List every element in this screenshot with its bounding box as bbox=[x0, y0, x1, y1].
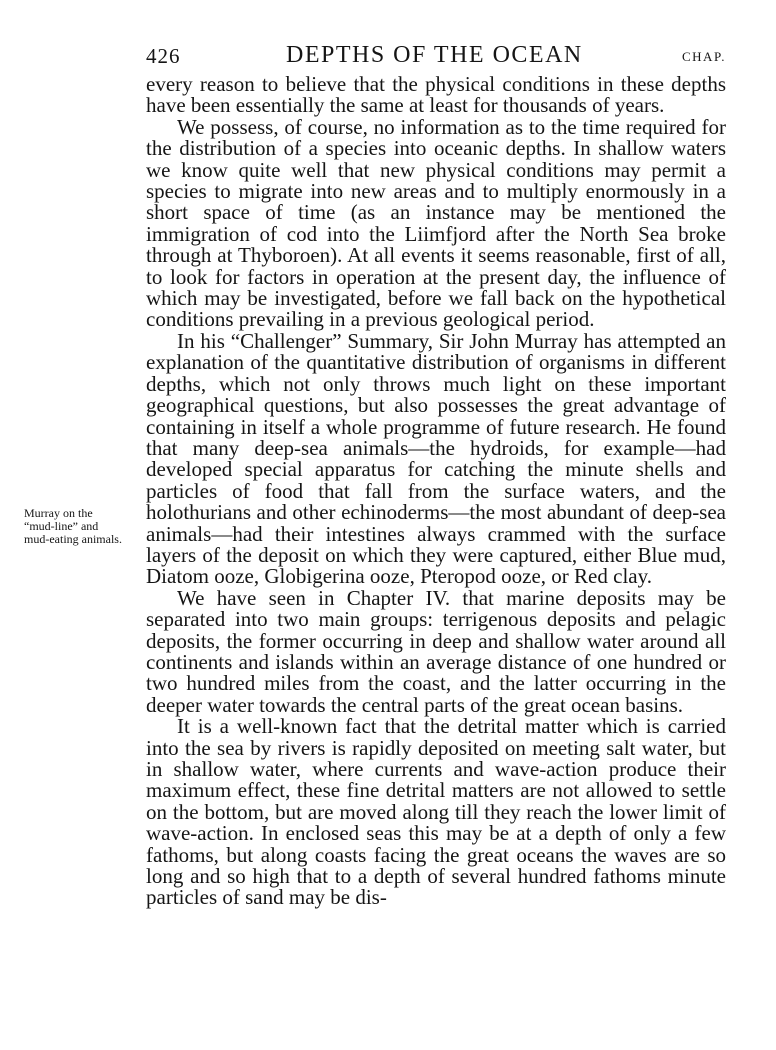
paragraph: We possess, of course, no information as to the time required for the distribution of a species into oceanic depths. In shallow waters we know quite well that new physical conditions may permit a species to migrate into new areas and to multiply enormously in a short space of time (as an instance may be mentioned the immigration of cod into the Liimfjord after the North Sea broke through at Thyboroen). At all events it seems reasonable, first of all, to look for factors in operation at the present day, the influence of which may be investigated, before we fall back on the hypothetical conditions prevailing in a previous geological period. bbox=[146, 114, 726, 332]
paragraph: every reason to believe that the physical conditions in these depths have been essentially the same at least for thousands of years. bbox=[146, 72, 726, 118]
running-title: DEPTHS OF THE OCEAN bbox=[286, 42, 583, 68]
running-header bbox=[146, 40, 726, 72]
paragraph: In his “Challenger” Summary, Sir John Murray has attempted an explanation of the quantitative distribution of organisms in different depths, which not only throws much light on these important geographical questions, but also possesses the great advantage of containing in itself a whole programme of future research. He found that many deep-sea animals—the hydroids, for example—had developed special apparatus for catching the minute shells and particles of food that fall from the surface waters, and the holothurians and other echinoderms—the most abundant of deep-sea animals—had their intestines always crammed with the surface layers of the deposit on which they were captured, either Blue mud, Diatom ooze, Globigerina ooze, Pteropod ooze, or Red clay. bbox=[146, 328, 726, 589]
paragraph: We have seen in Chapter IV. that marine deposits may be separated into two main groups: terrigenous deposits and pelagic deposits, the former occurring in deep and shallow water around all continents and islands within an average distance of one hundred or two hundred miles from the coast, and the latter occurring in the deeper water towards the central parts of the great ocean basins. bbox=[146, 585, 726, 717]
page-number: 426 bbox=[146, 44, 181, 68]
chapter-abbrev: CHAP. bbox=[682, 49, 726, 64]
margin-note: Murray on the “mud-line” and mud-eating animals. bbox=[24, 506, 122, 546]
body-text bbox=[146, 74, 726, 909]
paragraph: It is a well-known fact that the detrital matter which is carried into the sea by rivers is rapidly deposited on meeting salt water, but in shallow water, where currents and wave-action produce their maximum effect, these fine detrital matters are not allowed to settle on the bottom, but are moved along till they reach the lower limit of wave-action. In enclosed seas this may be at a depth of only a few fathoms, but along coasts facing the great oceans the waves are so long and so high that to a depth of several hundred fathoms minute particles of sand may be dis- bbox=[146, 714, 726, 910]
